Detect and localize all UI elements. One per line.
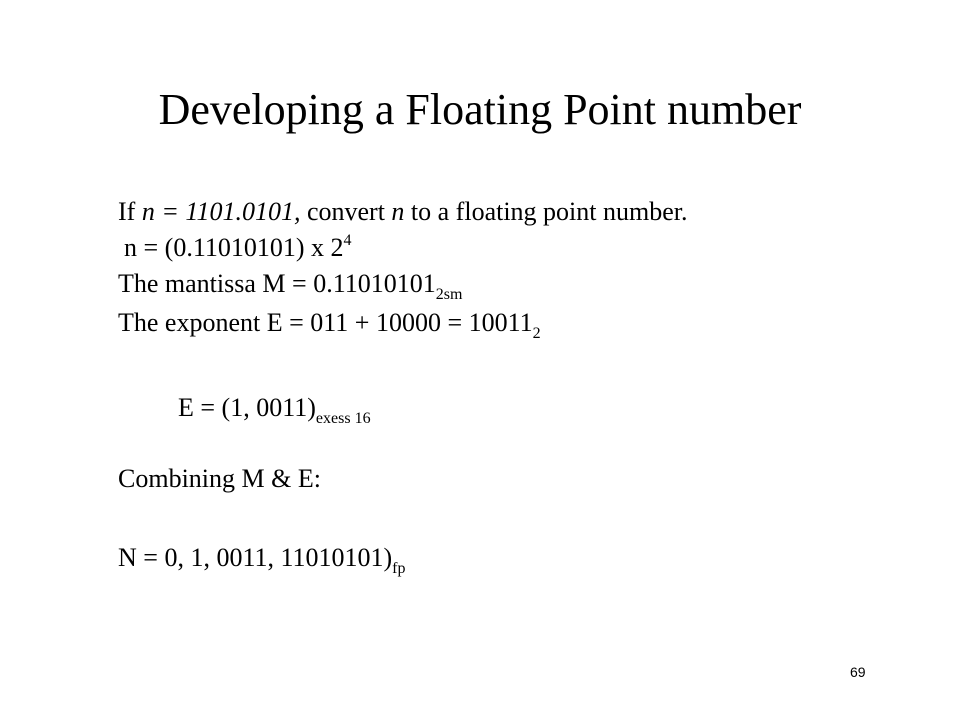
result-line [118, 540, 406, 576]
normalized-form-exponent: 4 [343, 232, 352, 249]
problem-middle: convert [300, 197, 392, 226]
excess-exponent-text: E = (1, 0011) [178, 393, 316, 422]
mantissa-line [118, 266, 462, 302]
normalized-form [124, 230, 352, 266]
problem-statement [118, 194, 688, 230]
problem-expression: n = 1101.0101, [141, 197, 301, 226]
excess-exponent-line [178, 390, 371, 426]
combining-line: Combining M & E: [118, 464, 321, 493]
excess-exponent-subscript: exess 16 [315, 410, 371, 427]
exponent-subscript: 2 [532, 325, 541, 342]
slide-number: 69 [850, 664, 866, 680]
slide-title: Developing a Floating Point number [158, 85, 802, 134]
mantissa-text: The mantissa M = 0.11010101 [118, 269, 436, 298]
result-subscript: fp [392, 560, 406, 577]
problem-suffix: to a floating point number. [404, 197, 688, 226]
result-text: N = 0, 1, 0011, 11010101) [118, 543, 393, 572]
exponent-text: The exponent E = 011 + 10000 = 10011 [118, 308, 533, 337]
mantissa-subscript: 2sm [435, 286, 463, 303]
problem-prefix: If [118, 197, 142, 226]
exponent-line [118, 305, 541, 341]
normalized-form-text: n = (0.11010101) x 2 [124, 233, 344, 262]
problem-variable: n [391, 197, 405, 226]
